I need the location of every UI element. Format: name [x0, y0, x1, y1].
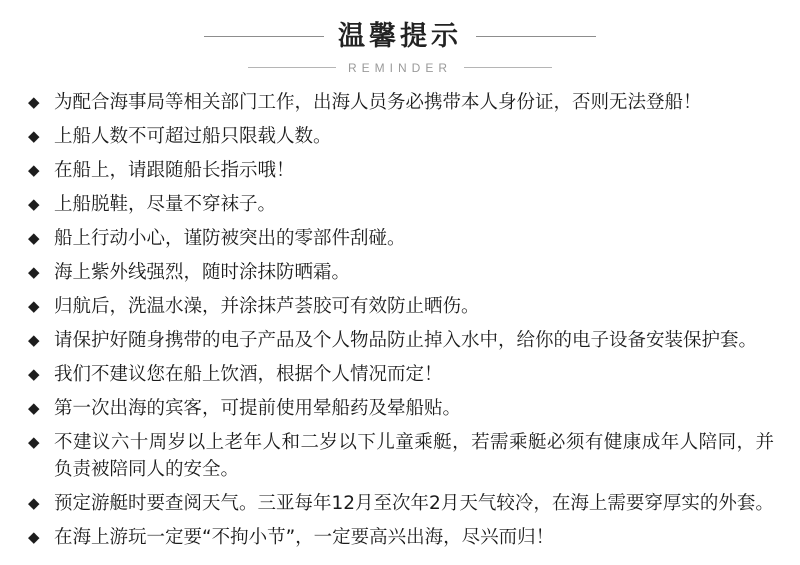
list-item — [26, 89, 774, 116]
header-subtitle-row — [248, 61, 552, 75]
reminder-list — [26, 89, 774, 551]
list-item — [26, 395, 774, 422]
diamond-bullet-icon: ◆ — [28, 127, 40, 145]
list-item — [26, 259, 774, 286]
diamond-bullet-icon: ◆ — [28, 263, 40, 281]
list-item — [26, 524, 774, 551]
document-header — [26, 22, 774, 75]
list-item-text: 船上行动小心，谨防被突出的零部件刮碰。 — [54, 227, 406, 249]
list-item — [26, 293, 774, 320]
list-item — [26, 361, 774, 388]
list-item-text: 为配合海事局等相关部门工作，出海人员务必携带本人身份证，否则无法登船！ — [54, 91, 702, 113]
diamond-bullet-icon: ◆ — [28, 161, 40, 179]
diamond-bullet-icon: ◆ — [28, 229, 40, 247]
header-title-row — [204, 22, 596, 52]
header-rule-right — [476, 36, 596, 37]
list-item — [26, 157, 774, 184]
diamond-bullet-icon: ◆ — [28, 331, 40, 349]
diamond-bullet-icon: ◆ — [28, 399, 40, 417]
list-item — [26, 429, 774, 483]
list-item-text: 上船脱鞋，尽量不穿袜子。 — [54, 193, 277, 215]
list-item-text: 上船人数不可超过船只限载人数。 — [54, 125, 332, 147]
list-item-text: 不建议六十周岁以上老年人和二岁以下儿童乘艇，若需乘艇必须有健康成年人陪同，并负责被陪同人的安全。 — [54, 431, 774, 480]
page-title: 温馨提示 — [338, 21, 462, 52]
list-item-text: 归航后，洗温水澡，并涂抹芦荟胶可有效防止晒伤。 — [54, 295, 480, 317]
diamond-bullet-icon: ◆ — [28, 365, 40, 383]
diamond-bullet-icon: ◆ — [28, 433, 40, 451]
list-item-text: 在海上游玩一定要“不拘小节”，一定要高兴出海，尽兴而归！ — [54, 526, 555, 548]
diamond-bullet-icon: ◆ — [28, 195, 40, 213]
list-item-text: 第一次出海的宾客，可提前使用晕船药及晕船贴。 — [54, 397, 462, 419]
list-item — [26, 191, 774, 218]
subtitle-rule-left — [248, 67, 336, 68]
list-item — [26, 490, 774, 517]
list-item — [26, 123, 774, 150]
list-item-text: 海上紫外线强烈，随时涂抹防晒霜。 — [54, 261, 351, 283]
list-item — [26, 225, 774, 252]
diamond-bullet-icon: ◆ — [28, 93, 40, 111]
list-item-text: 在船上，请跟随船长指示哦！ — [54, 159, 295, 181]
diamond-bullet-icon: ◆ — [28, 494, 40, 512]
subtitle-rule-right — [464, 67, 552, 68]
diamond-bullet-icon: ◆ — [28, 297, 40, 315]
diamond-bullet-icon: ◆ — [28, 528, 40, 546]
list-item-text: 我们不建议您在船上饮酒，根据个人情况而定！ — [54, 363, 443, 385]
list-item-text: 请保护好随身携带的电子产品及个人物品防止掉入水中，给你的电子设备安装保护套。 — [54, 329, 758, 351]
page-subtitle: REMINDER — [347, 60, 452, 75]
list-item — [26, 327, 774, 354]
list-item-text: 预定游艇时要查阅天气。三亚每年12月至次年2月天气较冷，在海上需要穿厚实的外套。 — [54, 492, 774, 514]
header-rule-left — [204, 36, 324, 37]
